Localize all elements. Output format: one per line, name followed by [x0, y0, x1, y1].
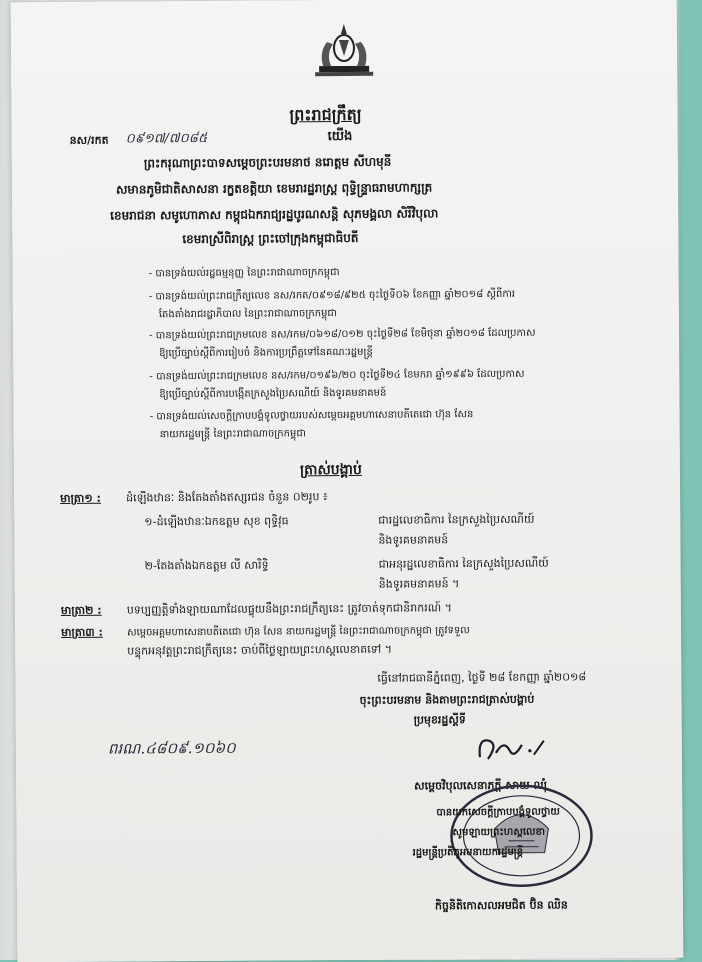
article-2-text: បទប្បញ្ញត្តិទាំងឡាយណាដែលផ្ទុយនឹងព្រះរាជក្រឹត្យនេះ ត្រូវចាត់ទុកជានិរាករណ៍ ។	[126, 601, 452, 617]
article-1-text: ដំឡើងឋានៈ និងតែងតាំងឥស្សរជន ចំនួន ០២រូប ៖	[126, 490, 328, 505]
signer-name: សម្ដេចវិបុលសេនាភក្ដី សាយ ឈុំ	[414, 778, 547, 793]
royal-coat-of-arms-icon	[309, 22, 379, 80]
preamble-item: - បានទ្រង់យល់សេចក្ដីក្រាបបង្គំទូលថ្វាយរបស់សម្ដេចអគ្គមហាសេនាបតីតេជោ ហ៊ុន សែន	[149, 409, 474, 423]
acting-head-of-state: ប្រមុខរដ្ឋស្ដីទី	[413, 713, 466, 727]
article-3-text: សម្ដេចអគ្គមហាសេនាបតីតេជោ ហ៊ុន សែន នាយករដ្ឋមន្ត្រី នៃព្រះរាជាណាចក្រកម្ពុជា ត្រូវទទួល	[127, 625, 470, 639]
article-1-item-2-name: ២-តែងតាំងឯកឧត្ដម លី សារិទ្ធិ	[144, 558, 269, 573]
article-2-label: មាត្រា២ :	[60, 603, 102, 618]
handwritten-reference: ពរណ.៤៨០៩.១០៦០	[107, 738, 236, 758]
article-1-item-2-role-cont: និងទូរគមនាគមន៍ ។	[378, 577, 460, 591]
preamble-item-cont: ឱ្យប្រើច្បាប់ស្ដីពីការបង្កើតក្រសួងប្រៃសណីយ៍ និងទូរគមនាគមន៍	[159, 387, 387, 401]
on-behalf-line: ចុះព្រះបរមនាម និងតាមព្រះរាជត្រាស់បង្គាប់	[359, 692, 535, 707]
article-1-item-1-role-cont: និងទូរគមនាគមន៍	[378, 533, 449, 547]
king-title-line-4: ខេមរាស្រីពិរាស្ត្រ ព្រះចៅក្រុងកម្ពុជាធិបតី	[182, 230, 359, 247]
countersign-line-1: បានយកសេចក្ដីក្រាបបង្គំទូលថ្វាយ	[436, 806, 560, 819]
preamble-item: - បានទ្រង់យល់រដ្ឋធម្មនុញ្ញ នៃព្រះរាជាណាចក្រកម្ពុជា	[148, 267, 340, 280]
preamble-item: - បានទ្រង់យល់ព្រះរាជក្រឹត្យលេខ នស/រកត/០៩១៨/៩២៥ ចុះថ្ងៃទី០៦ ខែកញ្ញា ឆ្នាំ២០១៨ ស្ដីពីការ	[148, 288, 516, 303]
preamble-item-cont: តែងតាំងរាជរដ្ឋាភិបាល នៃព្រះរាជាណាចក្រកម្ពុជា	[158, 308, 337, 321]
preamble-item-cont: នាយករដ្ឋមន្ត្រី នៃព្រះរាជាណាចក្រកម្ពុជា	[159, 428, 306, 441]
article-1-label: មាត្រា១ :	[60, 491, 101, 506]
article-1-item-1-name: ១-ដំឡើងឋានៈឯកឧត្ដម សុខ ពុទ្ធិវុធ	[144, 514, 289, 529]
countersign-line-3: រដ្ឋមន្ត្រីប្រតិភូអមនាយករដ្ឋមន្ត្រី	[412, 846, 524, 859]
preamble-item-cont: ឱ្យប្រើច្បាប់ស្ដីពីការរៀបចំ និងការប្រព្រឹត្តទៅនៃគណៈរដ្ឋមន្ត្រី	[159, 346, 373, 360]
preamble-item: - បានទ្រង់យល់ព្រះរាជក្រមលេខ នស/រកម/០១៩៦/២០ ចុះថ្ងៃទី២៤ ខែមករា ឆ្នាំ១៩៩៦ ដែលប្រកាស	[149, 368, 525, 383]
article-3-text-cont: បន្ទុកអនុវត្តព្រះរាជក្រឹត្យនេះ ចាប់ពីថ្ងៃឡាយព្រះហស្តលេខាតទៅ ។	[127, 642, 392, 658]
place-and-date: ធ្វើនៅរាជធានីភ្នំពេញ, ថ្ងៃទី ២៨ ខែកញ្ញា ឆ្នាំ២០១៨	[377, 670, 587, 685]
decree-we: យើង	[327, 128, 353, 145]
reference-number: ០៩១៧/៧០៨៥	[125, 130, 208, 147]
article-1-item-2-role: ជាអនុរដ្ឋលេខាធិការ នៃក្រសួងប្រៃសណីយ៍	[378, 556, 549, 571]
article-1-item-1-role: ជារដ្ឋលេខាធិការ នៃក្រសួងប្រៃសណីយ៍	[378, 512, 535, 527]
countersign-line-2: សូមឡាយព្រះហស្តលេខា	[452, 826, 546, 839]
reference-label: នស/រកត	[69, 133, 109, 147]
king-title-line-2: សមានភូមិជាតិសាសនា រក្ខតខត្តិយា ខេមរារដ្ឋរាស្ត្រ ពុទ្ធិន្ទ្រាធរាមហាក្សត្រ	[115, 180, 433, 197]
king-title-line-3: ខេមរាជនា សមូហោភាស កម្ពុជឯករាជ្យរដ្ឋបូរណសន្តិ សុភមង្គលា សិរីវិបុលា	[110, 206, 439, 223]
countersign-name: កិច្ចនិតិកោសលអមជិត ប៊ិន ឈិន	[434, 898, 568, 913]
decree-heading: ត្រាស់បង្គាប់	[299, 461, 362, 479]
article-3-label: មាត្រា៣ :	[61, 625, 103, 639]
decree-title: ព្រះរាជក្រឹត្យ	[289, 104, 362, 125]
preamble-item: - បានទ្រង់យល់ព្រះរាជក្រមលេខ នស/រកម/០៦១៨/០១២ ចុះថ្ងៃទី២៨ ខែមិថុនា ឆ្នាំ២០១៨ ដែលប្រកាស	[148, 327, 536, 342]
king-title-line-1: ព្រះករុណាព្រះបាទសម្ដេចព្រះបរមនាថ នរោត្ដម សីហមុនី	[143, 154, 392, 171]
decree-document	[11, 0, 684, 962]
